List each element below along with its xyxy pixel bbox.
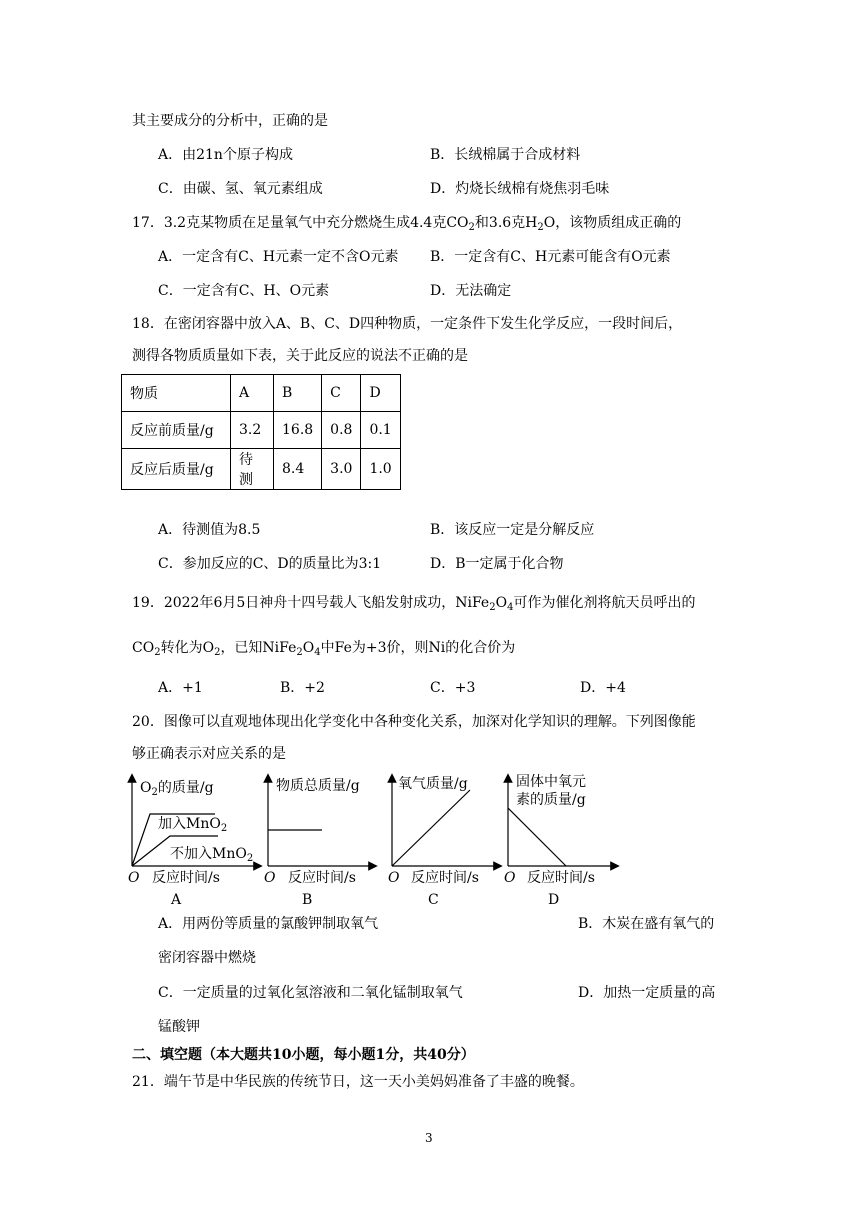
q16-option-a: A．由21n个原子构成 <box>158 147 293 163</box>
graph-b-caption: B <box>302 892 313 908</box>
q19-option-d: D．+4 <box>580 680 626 696</box>
q20-option-b-cont: 密闭容器中燃烧 <box>158 950 256 966</box>
table-cell: 3.0 <box>322 449 361 490</box>
graph-c-xlabel: 反应时间/s <box>411 870 479 886</box>
table-cell: 1.0 <box>361 449 400 490</box>
graph-a-origin: O <box>128 870 140 886</box>
graph-d-ylabel-line1: 固体中氧元 <box>516 774 586 790</box>
graph-a-label-without-mno2: 不加入MnO$_2$ <box>170 846 254 864</box>
graph-c-ylabel: 氧气质量/g <box>398 776 468 792</box>
q16-option-c: C．由碳、氢、氧元素组成 <box>158 181 323 197</box>
q20-option-b: B．木炭在盛有氧气的 <box>578 916 715 932</box>
table-cell: D <box>361 375 400 412</box>
graph-c-origin: O <box>388 870 400 886</box>
q18-option-a: A．待测值为8.5 <box>158 522 261 538</box>
graph-d-xlabel: 反应时间/s <box>527 870 595 886</box>
q20-option-c: C．一定质量的过氧化氢溶液和二氧化锰制取氧气 <box>158 985 463 1001</box>
question-19-stem-line1: 19．2022年6月5日神舟十四号载人飞船发射成功，$NiFe_2O_4$可作为催化剂将航天员呼出的 <box>132 595 696 613</box>
q16-option-b: B．长绒棉属于合成材料 <box>430 147 581 163</box>
graph-a-xlabel: 反应时间/s <box>152 870 220 886</box>
graph-a-label-with-mno2: 加入MnO$_2$ <box>158 816 228 834</box>
question-21-stem: 21．端午节是中华民族的传统节日，这一天小美妈妈准备了丰盛的晚餐。 <box>132 1074 584 1090</box>
graph-b-origin: O <box>264 870 276 886</box>
graph-c-line <box>392 790 470 866</box>
q19-option-a: A．+1 <box>158 680 203 696</box>
graph-d-ylabel-line2: 素的质量/g <box>516 792 586 808</box>
graph-a-caption: A <box>171 892 182 908</box>
graph-d-line <box>508 808 566 866</box>
graph-a-ylabel: $O_2$的质量/g <box>140 780 214 798</box>
question-19-stem-line2: $CO_2$转化为$O_2$，已知$NiFe_2O_4$中Fe为+3价，则Ni的化合价为 <box>132 640 516 658</box>
q17-option-a: A．一定含有C、H元素一定不含O元素 <box>158 249 399 265</box>
table-cell: A <box>231 375 274 412</box>
q18-option-c: C．参加反应的C、D的质量比为3:1 <box>158 556 382 572</box>
graph-b-xlabel: 反应时间/s <box>288 870 356 886</box>
graph-d-caption: D <box>548 892 560 908</box>
question-18-stem-line1: 18．在密闭容器中放入A、B、C、D四种物质，一定条件下发生化学反应，一段时间后， <box>132 316 683 332</box>
question-18-stem-line2: 测得各物质质量如下表，关于此反应的说法不正确的是 <box>132 348 468 364</box>
table-cell: C <box>322 375 361 412</box>
q17-option-b: B．一定含有C、H元素可能含有O元素 <box>430 249 671 265</box>
page-number: 3 <box>425 1131 433 1145</box>
table-cell: 8.4 <box>274 449 322 490</box>
q20-option-d-cont: 锰酸钾 <box>158 1019 200 1035</box>
q18-option-d: D．B一定属于化合物 <box>430 556 564 572</box>
graph-d-origin: O <box>504 870 516 886</box>
q20-option-d: D．加热一定质量的高 <box>578 985 716 1001</box>
table-cell: 0.1 <box>361 412 400 449</box>
question-20-stem-line2: 够正确表示对应关系的是 <box>132 746 286 762</box>
q17-option-c: C．一定含有C、H、O元素 <box>158 283 330 299</box>
q19-option-b: B．+2 <box>280 680 325 696</box>
section-2-heading: 二、填空题（本大题共10小题，每小题1分，共40分） <box>132 1047 475 1063</box>
table-cell: 反应前质量/g <box>122 412 231 449</box>
table-cell: B <box>274 375 322 412</box>
q18-option-b: B．该反应一定是分解反应 <box>430 522 595 538</box>
table-cell: 0.8 <box>322 412 361 449</box>
question-17-stem: 17．3.2克某物质在足量氧气中充分燃烧生成4.4克$CO_2$和3.6克$H_2O$，该物质组成正确的 <box>132 215 682 233</box>
q17-option-d: D．无法确定 <box>430 283 512 299</box>
table-cell: 16.8 <box>274 412 322 449</box>
q20-option-a: A．用两份等质量的氯酸钾制取氧气 <box>158 916 379 932</box>
question-20-stem-line1: 20．图像可以直观地体现出化学变化中各种变化关系，加深对化学知识的理解。下列图像能 <box>132 714 696 730</box>
graph-b-ylabel: 物质总质量/g <box>276 778 360 794</box>
table-cell: 待测 <box>231 449 274 490</box>
table-cell: 反应后质量/g <box>122 449 231 490</box>
table-cell: 物质 <box>122 375 231 412</box>
q19-option-c: C．+3 <box>430 680 476 696</box>
question-16-stem-tail: 其主要成分的分析中，正确的是 <box>132 113 328 129</box>
table-cell: 3.2 <box>231 412 274 449</box>
q16-option-d: D．灼烧长绒棉有烧焦羽毛味 <box>430 181 610 197</box>
graph-c-caption: C <box>428 892 439 908</box>
